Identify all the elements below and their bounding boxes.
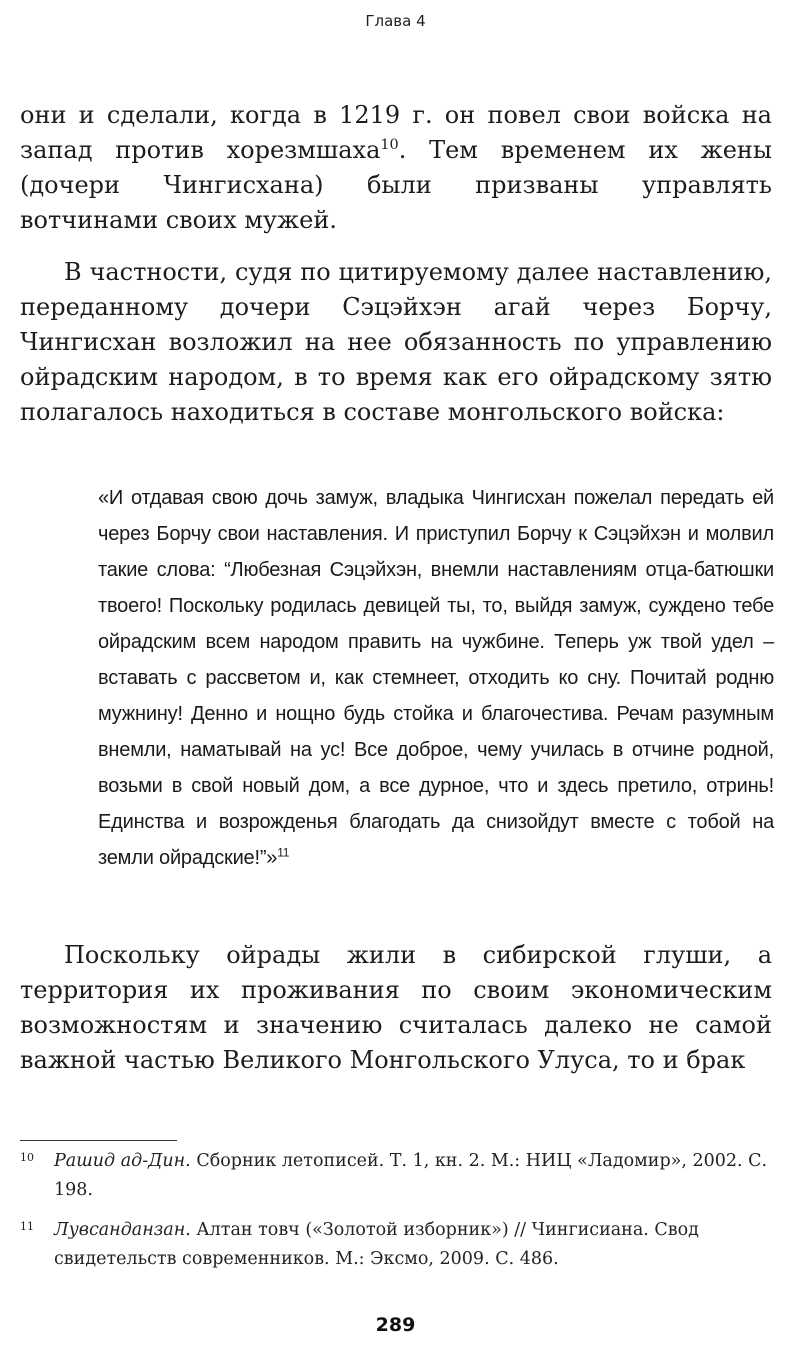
footnote-ref-10[interactable]: 10 <box>380 137 399 153</box>
paragraph-3: Поскольку ойрады жили в сибирской глуши, а территория их проживания по своим экономическим возможностям и значению считалась далеко не самой важной частью Великого Монгольского Улуса, то и брак <box>20 941 772 1074</box>
footnote-author: Лувсанданзан. <box>54 1220 191 1240</box>
footnote-divider <box>20 1140 177 1141</box>
chapter-header: Глава 4 <box>365 12 426 30</box>
footnote-author: Рашид ад-Дин. <box>54 1151 191 1171</box>
footnote-number: 10 <box>20 1151 34 1164</box>
footnote-text: Сборник летописей. Т. 1, кн. 2. М.: НИЦ «Ладомир», 2002. С. 198. <box>54 1151 768 1200</box>
page-number: 289 <box>375 1314 416 1336</box>
paragraph-1-text-cont: . Тем временем их жены (дочери Чингисхана) были призваны управлять вотчинами своих мужей. <box>20 136 773 234</box>
footnote-10 <box>20 1147 772 1205</box>
quote-text: «И отдавая свою дочь замуж, владыка Чингисхан пожелал передать ей через Борчу свои наставления. И приступил Борчу к Сэцэйхэн и молвил такие слова: “Любезная Сэцэйхэн, внемли наставлениям отца-батюшки твоего! Поскольку родилась девицей ты, то, выйдя замуж, суждено тебе ойрадским всем народом править на чужбине. Теперь уж твой удел – вставать с рассветом и, как стемнеет, отходить ко сну. Почитай родню мужнину! Денно и нощно будь стойка и благочестива. Речам разумным внемли, наматывай на ус! Все доброе, чему училась в отчине родной, возьми в свой новый дом, а все дурное, что и здесь претило, отринь! Единства и возрожденья благодать да снизойдут вместе с тобой на земли ойрадские!”» <box>98 487 774 869</box>
paragraph-1 <box>20 98 772 238</box>
footnote-number: 11 <box>20 1220 34 1233</box>
paragraph-2: В частности, судя по цитируемому далее наставлению, переданному дочери Сэцэйхэн агай через Борчу, Чингисхан возложил на нее обязанность по управлению ойрадским народом, в то время как его ойрадскому зятю полагалось находиться в составе монгольского войска: <box>20 258 772 426</box>
footnote-11 <box>20 1216 772 1274</box>
paragraph-1-text: они и сделали, когда в 1219 г. он повел свои войска на запад против хорезмшаха <box>20 101 772 164</box>
block-quote <box>98 480 774 876</box>
footnote-ref-11[interactable]: 11 <box>277 845 290 860</box>
footnote-text: Алтан товч («Золотой изборник») // Чингисиана. Свод свидетельств современников. М.: Эксмо, 2009. С. 486. <box>54 1220 699 1269</box>
